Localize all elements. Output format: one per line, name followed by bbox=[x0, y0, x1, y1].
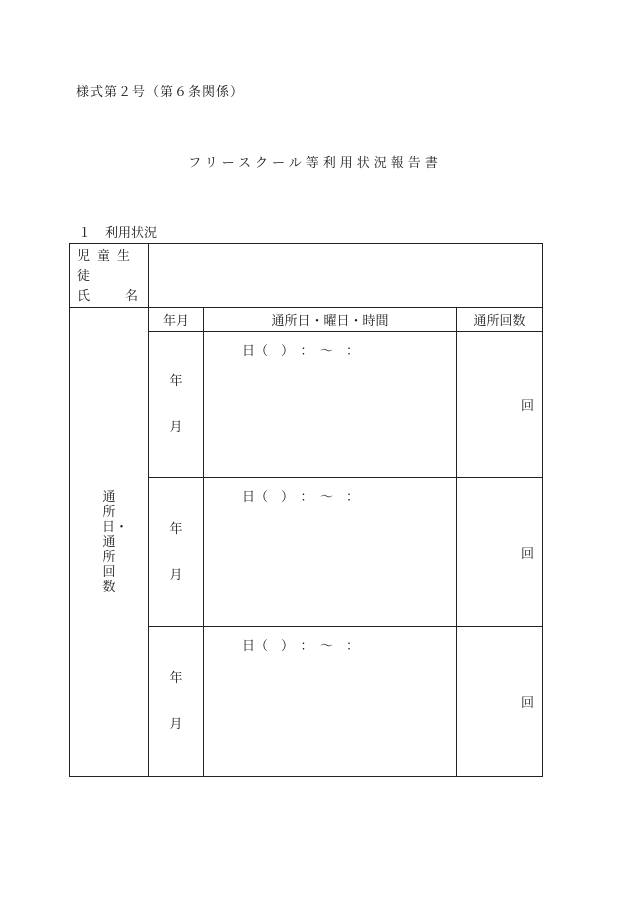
document-title: フリースクール等利用状況報告書 bbox=[188, 156, 442, 171]
days-cell[interactable] bbox=[204, 332, 457, 478]
year-label: 年 bbox=[169, 374, 183, 389]
count-unit: 回 bbox=[521, 399, 535, 414]
section-heading bbox=[78, 222, 157, 241]
col-count-header: 通所回数 bbox=[457, 308, 543, 332]
section-title: 利用状況 bbox=[105, 226, 158, 241]
year-label: 年 bbox=[169, 671, 183, 686]
month-label: 月 bbox=[169, 420, 183, 435]
count-unit: 回 bbox=[521, 546, 535, 562]
usage-report-table bbox=[69, 243, 543, 777]
count-cell[interactable] bbox=[457, 332, 543, 478]
days-cell[interactable] bbox=[204, 627, 457, 777]
day-format-text: 日（ ） ： ～ ： bbox=[242, 344, 360, 359]
count-cell[interactable] bbox=[457, 478, 543, 627]
count-cell[interactable] bbox=[457, 627, 543, 777]
section-number: １ bbox=[78, 226, 92, 241]
name-label-part-a: 氏 bbox=[77, 289, 91, 304]
days-cell[interactable] bbox=[204, 478, 457, 627]
count-unit: 回 bbox=[521, 696, 535, 711]
day-format-text: 日（ ） ： ～ ： bbox=[242, 490, 360, 505]
year-month-cell[interactable] bbox=[149, 478, 204, 627]
student-name-label bbox=[70, 244, 149, 308]
name-label-part-b: 名 bbox=[124, 289, 138, 304]
attendance-side-label bbox=[70, 308, 149, 777]
year-month-cell[interactable] bbox=[149, 627, 204, 777]
col-days-header: 通所日・曜日・時間 bbox=[204, 308, 457, 332]
day-format-text: 日（ ） ： ～ ： bbox=[242, 639, 360, 654]
form-number: 様式第２号（第６条関係） bbox=[76, 85, 245, 100]
col-year-month-header: 年月 bbox=[149, 308, 204, 332]
year-label: 年 bbox=[169, 521, 183, 537]
attendance-side-label-text: 通所日・通所回数 bbox=[102, 489, 129, 595]
student-name-field[interactable] bbox=[149, 244, 543, 308]
month-label: 月 bbox=[169, 717, 183, 732]
student-name-label-line1: 児童生徒 bbox=[77, 249, 138, 284]
month-label: 月 bbox=[169, 567, 183, 583]
year-month-cell[interactable] bbox=[149, 332, 204, 478]
